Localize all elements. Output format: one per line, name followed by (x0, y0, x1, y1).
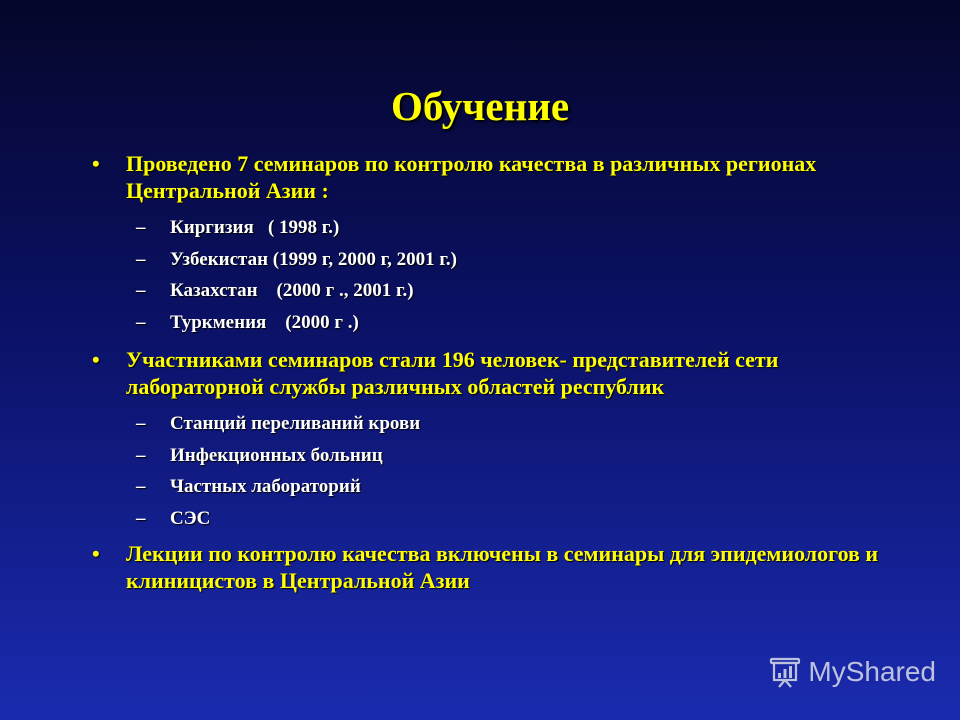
dash-marker: – (136, 311, 146, 333)
bullet-participants (90, 346, 910, 400)
sub-item-text: Туркмения (2000 г .) (170, 311, 359, 333)
slide-title: Обучение (390, 83, 570, 129)
sub-list-countries (90, 212, 910, 338)
slide-content (90, 150, 910, 594)
sub-item-text: Киргизия ( 1998 г.) (170, 217, 340, 238)
sub-item-ses (90, 503, 910, 535)
sub-item-text: Станций переливаний крови (170, 413, 421, 434)
dash-marker: – (136, 507, 146, 529)
sub-item-infectious-hospitals (90, 440, 910, 472)
watermark[interactable] (768, 652, 936, 692)
dash-marker: – (136, 444, 146, 466)
sub-list-institutions (90, 408, 910, 534)
sub-item-blood-stations (90, 408, 910, 440)
bullet-seminars (90, 150, 910, 204)
bullet-dot: • (92, 347, 100, 372)
bullet-text: Проведено 7 семинаров по контролю качества в различных регионах Центральной Азии : (126, 151, 817, 203)
presentation-board-icon (768, 655, 802, 689)
watermark-text: MyShared (808, 656, 936, 687)
bullet-text: Лекции по контролю качества включены в семинары для эпидемиологов и клиницистов в Центральной Азии (126, 541, 879, 593)
bullet-dot: • (92, 541, 100, 566)
sub-item-private-labs (90, 471, 910, 503)
sub-item-text: Частных лабораторий (170, 476, 361, 497)
bullet-text: Участниками семинаров стали 196 человек- представителей сети лабораторной службы различных областей республик (126, 347, 779, 399)
dash-marker: – (136, 476, 146, 497)
sub-item-kazakhstan (90, 275, 910, 307)
sub-item-turkmenistan (90, 307, 910, 339)
sub-item-kyrgyzstan (90, 212, 910, 244)
sub-item-text: СЭС (170, 507, 211, 529)
dash-marker: – (136, 217, 146, 238)
sub-item-uzbekistan (90, 244, 910, 276)
bullet-lectures (90, 540, 910, 594)
bullet-dot: • (92, 151, 100, 176)
sub-item-text: Узбекистан (1999 г, 2000 г, 2001 г.) (170, 248, 457, 270)
dash-marker: – (136, 248, 146, 270)
dash-marker: – (136, 280, 146, 301)
dash-marker: – (136, 413, 146, 434)
sub-item-text: Инфекционных больниц (170, 444, 383, 466)
sub-item-text: Казахстан (2000 г ., 2001 г.) (170, 280, 414, 301)
